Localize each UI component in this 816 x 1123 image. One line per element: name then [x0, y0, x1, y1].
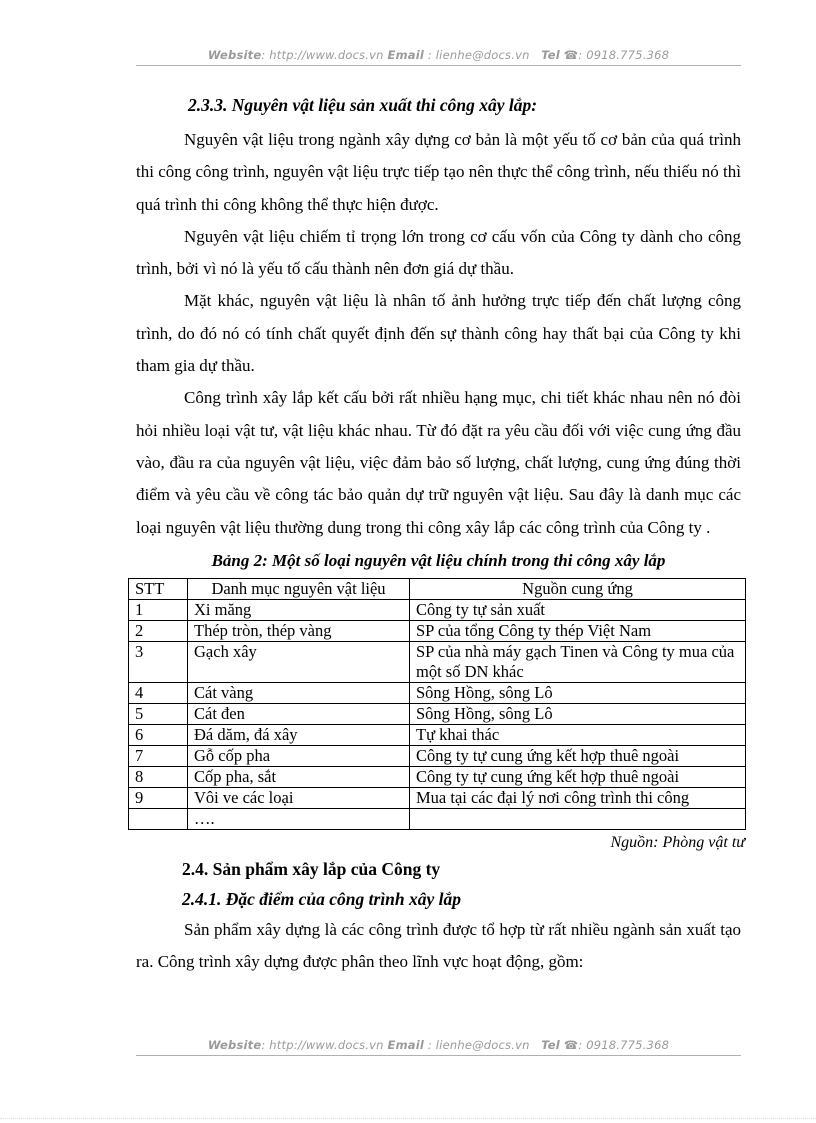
cell-material: Gỗ cốp pha — [188, 745, 410, 766]
cell-source: Công ty tự cung ứng kết hợp thuê ngoài — [410, 766, 746, 787]
cell-source: Công ty tự sản xuất — [410, 599, 746, 620]
footer-tel-value: : 0918.775.368 — [578, 1038, 670, 1052]
table-row — [129, 745, 746, 766]
paragraph: Sản phẩm xây dựng là các công trình được tổ hợp từ rất nhiều ngành sản xuất tạo ra. Công trình xây dựng được phân theo lĩnh vực hoạt động, gồm: — [136, 919, 741, 972]
footer-tel-label: Tel — [541, 1038, 560, 1052]
phone-icon: ☎ — [563, 48, 579, 62]
cell-material: …. — [188, 808, 410, 829]
header-website-link[interactable]: : http://www.docs.vn — [261, 48, 384, 62]
cell-source: SP của tổng Công ty thép Việt Nam — [410, 620, 746, 641]
table-row — [129, 808, 746, 829]
cell-source: Sông Hồng, sông Lô — [410, 682, 746, 703]
table-row — [129, 682, 746, 703]
column-header-source: Nguồn cung ứng — [410, 578, 746, 599]
cell-stt: 4 — [129, 682, 188, 703]
table-row — [129, 620, 746, 641]
table-row — [129, 724, 746, 745]
table-row — [129, 641, 746, 682]
table-header-row — [129, 578, 746, 599]
table-row — [129, 703, 746, 724]
column-header-stt: STT — [129, 578, 188, 599]
paragraph: Mặt khác, nguyên vật liệu là nhân tố ảnh hưởng trực tiếp đến chất lượng công trình, do đó nó có tính chất quyết định đến sự thành công hay thất bại của Công ty khi tham gia dự thầu. — [136, 291, 741, 376]
table-caption: Bảng 2: Một số loại nguyên vật liệu chính trong thi công xây lắp — [211, 550, 666, 570]
cell-stt: 8 — [129, 766, 188, 787]
paragraph: Nguyên vật liệu chiếm tỉ trọng lớn trong cơ cấu vốn của Công ty dành cho công trình, bởi vì nó là yếu tố cấu thành nên đơn giá dự thầu. — [136, 226, 741, 279]
cell-stt: 5 — [129, 703, 188, 724]
cell-stt: 9 — [129, 787, 188, 808]
cell-material: Vôi ve các loại — [188, 787, 410, 808]
cell-source — [410, 808, 746, 829]
footer-email-link[interactable]: : lienhe@docs.vn — [424, 1038, 530, 1052]
cell-material: Thép tròn, thép vàng — [188, 620, 410, 641]
page-bottom-divider — [0, 1118, 816, 1119]
column-header-material: Danh mục nguyên vật liệu — [188, 578, 410, 599]
cell-stt: 7 — [129, 745, 188, 766]
materials-table — [128, 578, 746, 830]
cell-stt: 1 — [129, 599, 188, 620]
document-body — [135, 92, 745, 978]
cell-stt — [129, 808, 188, 829]
page-footer — [136, 1038, 741, 1056]
table-row — [129, 787, 746, 808]
table-row — [129, 599, 746, 620]
cell-material: Đá dăm, đá xây — [188, 724, 410, 745]
footer-email-label: Email — [387, 1038, 424, 1052]
table-row — [129, 766, 746, 787]
phone-icon: ☎ — [563, 1038, 579, 1052]
header-email-label: Email — [387, 48, 424, 62]
header-website-label: Website — [207, 48, 262, 62]
section-heading-2-3-3: 2.3.3. Nguyên vật liệu sản xuất thi công xây lắp: — [188, 95, 538, 115]
section-heading-2-4-1: 2.4.1. Đặc điểm của công trình xây lắp — [182, 888, 462, 909]
cell-source: Tự khai thác — [410, 724, 746, 745]
cell-stt: 2 — [129, 620, 188, 641]
table-source-note: Nguồn: Phòng vật tư — [610, 833, 745, 851]
footer-website-link[interactable]: : http://www.docs.vn — [261, 1038, 384, 1052]
page-header — [136, 48, 741, 66]
section-heading-2-4: 2.4. Sản phẩm xây lắp của Công ty — [182, 858, 441, 879]
cell-material: Cát vàng — [188, 682, 410, 703]
header-tel-label: Tel — [541, 48, 560, 62]
cell-source: Sông Hồng, sông Lô — [410, 703, 746, 724]
paragraph: Công trình xây lắp kết cấu bởi rất nhiều hạng mục, chi tiết khác nhau nên nó đòi hỏi nhiều loại vật tư, vật liệu khác nhau. Từ đó đặt ra yêu cầu đối với việc cung ứng đầu vào, đầu ra của nguyên vật liệu, việc đảm bảo số lượng, chất lượng, cung ứng đúng thời điểm và yêu cầu về công tác bảo quản dự trữ nguyên vật liệu. Sau đây là danh mục các loại nguyên vật liệu thường dung trong thi công xây lắp các công trình của Công ty . — [136, 388, 741, 537]
footer-website-label: Website — [207, 1038, 262, 1052]
cell-source: Công ty tự cung ứng kết hợp thuê ngoài — [410, 745, 746, 766]
cell-source: Mua tại các đại lý nơi công trình thi công — [410, 787, 746, 808]
cell-source: SP của nhà máy gạch Tinen và Công ty mua của một số DN khác — [410, 641, 746, 682]
cell-material: Cốp pha, sắt — [188, 766, 410, 787]
cell-stt: 3 — [129, 641, 188, 682]
cell-stt: 6 — [129, 724, 188, 745]
header-tel-value: : 0918.775.368 — [578, 48, 670, 62]
paragraph: Nguyên vật liệu trong ngành xây dựng cơ bản là một yếu tố cơ bản của quá trình thi công công trình, nguyên vật liệu trực tiếp tạo nên thực thể công trình, nếu thiếu nó thì quá trình thi công không thể thực hiện được. — [136, 130, 741, 214]
cell-material: Gạch xây — [188, 641, 410, 682]
header-email-link[interactable]: : lienhe@docs.vn — [424, 48, 530, 62]
cell-material: Cát đen — [188, 703, 410, 724]
cell-material: Xi măng — [188, 599, 410, 620]
